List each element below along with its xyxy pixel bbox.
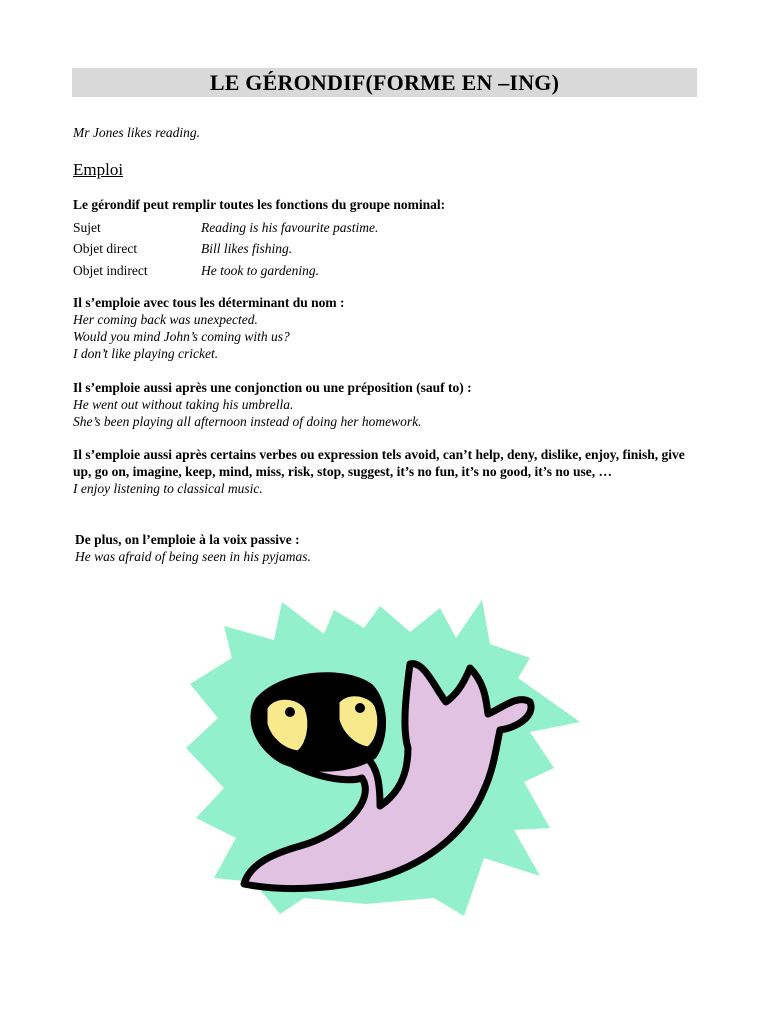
section-heading-emploi: Emploi [73, 160, 124, 179]
determinants-section [73, 294, 344, 362]
passive-example: He was afraid of being seen in his pyjamas. [75, 549, 311, 564]
conjunctions-section [73, 379, 472, 430]
function-row [73, 260, 378, 282]
determinants-example: Her coming back was unexpected. [73, 312, 258, 327]
verbs-heading: Il s’emploie aussi après certains verbes ou expression tels avoid, can’t help, deny, dislike, enjoy, finish, give up, go on, imagine, keep, mind, miss, risk, stop, suggest, it’s no fun, it’s no good, it’s no use, … [73, 447, 685, 479]
function-example: He took to gardening. [201, 262, 319, 278]
functions-heading: Le gérondif peut remplir toutes les fonctions du groupe nominal: [73, 197, 446, 212]
determinants-example: Would you mind John’s coming with us? [73, 329, 290, 344]
function-label: Sujet [73, 219, 101, 235]
conjunctions-example: He went out without taking his umbrella. [73, 397, 294, 412]
function-row [73, 217, 378, 239]
verbs-section [73, 446, 693, 497]
passive-section [75, 531, 311, 565]
functions-table [73, 217, 378, 282]
conjunctions-example: She’s been playing all afternoon instead of doing her homework. [73, 414, 422, 429]
passive-heading: De plus, on l’emploie à la voix passive : [75, 532, 300, 547]
title-bar [72, 68, 697, 97]
determinants-heading: Il s’emploie avec tous les déterminant du nom : [73, 295, 345, 310]
waving-creature-clipart [184, 598, 584, 918]
function-example: Reading is his favourite pastime. [201, 219, 379, 235]
function-row [73, 239, 378, 261]
intro-example: Mr Jones likes reading. [73, 125, 200, 140]
conjunctions-heading: Il s’emploie aussi après une conjonction ou une préposition (sauf to) : [73, 380, 472, 395]
verbs-example: I enjoy listening to classical music. [73, 481, 263, 496]
page-title: LE GÉRONDIF(FORME EN –ING) [209, 69, 560, 95]
right-pupil [355, 703, 365, 713]
left-pupil [285, 707, 295, 717]
function-example: Bill likes fishing. [201, 241, 293, 257]
function-label: Objet indirect [73, 262, 148, 278]
function-label: Objet direct [73, 241, 138, 257]
determinants-example: I don’t like playing cricket. [73, 346, 219, 361]
